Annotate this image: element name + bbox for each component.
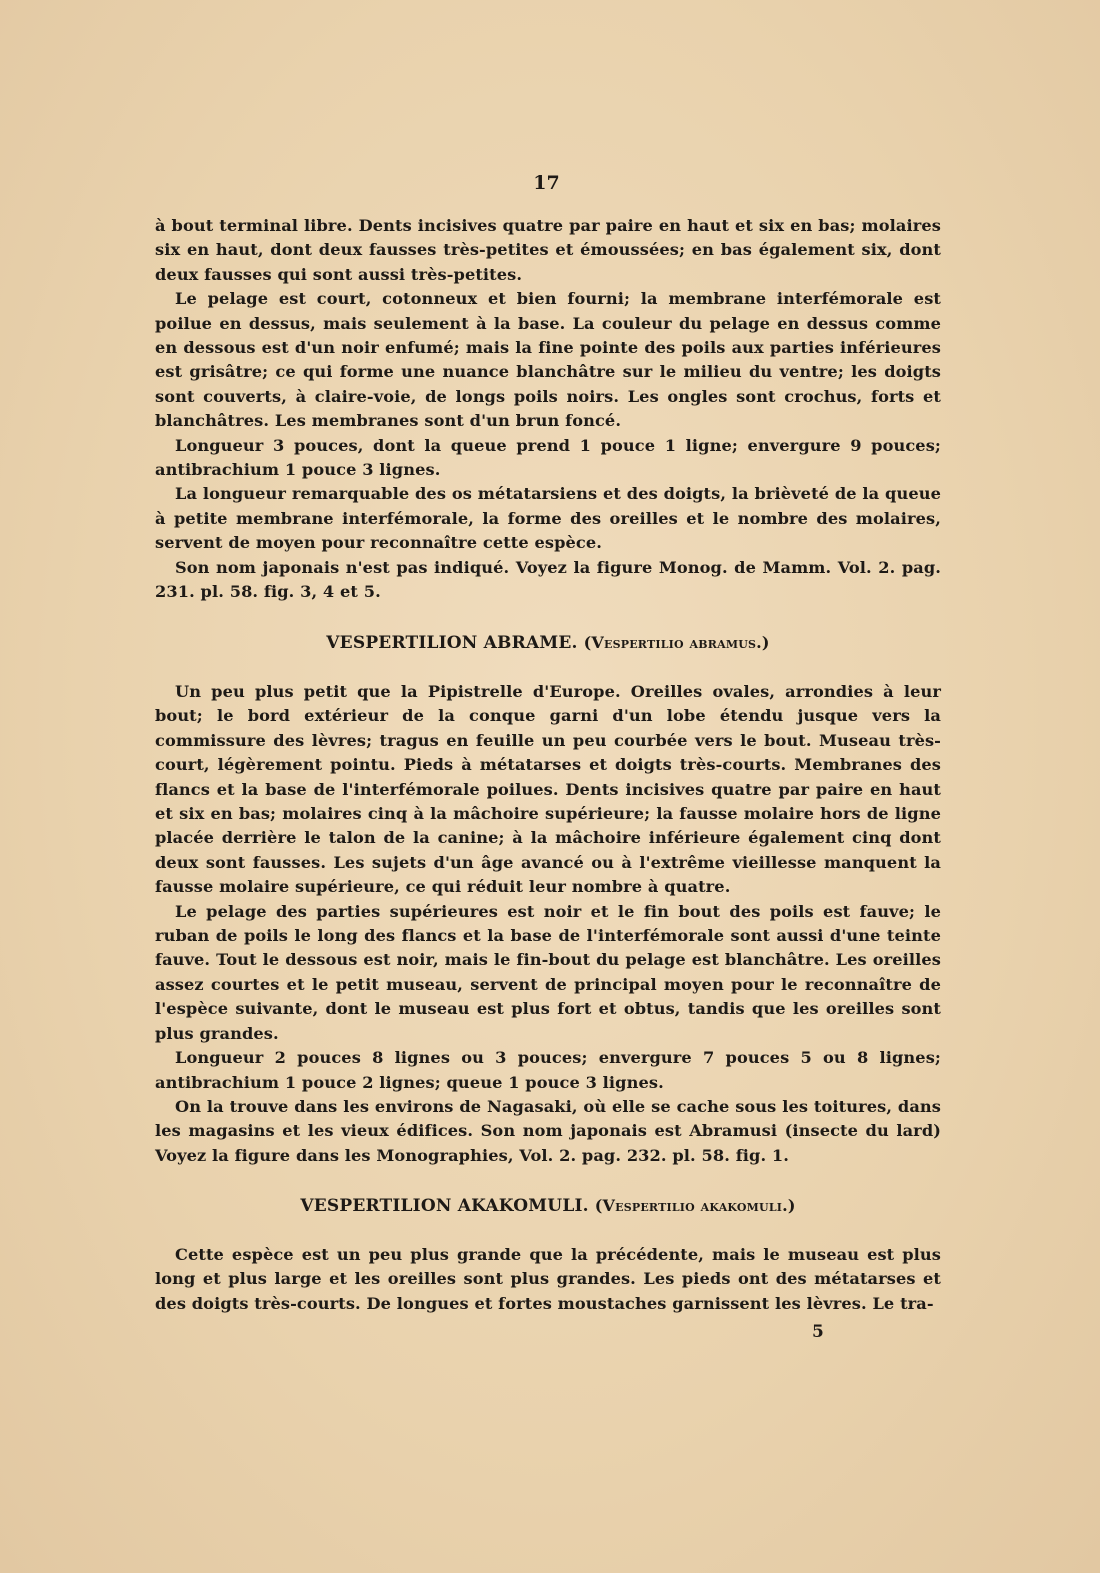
signature-mark: 5 (812, 1322, 824, 1342)
heading-title: VESPERTILION AKAKOMULI. (300, 1196, 589, 1216)
heading-latin-name: (Vespertilio akakomuli.) (594, 1196, 796, 1215)
paragraph: On la trouve dans les environs de Nagasaki, où elle se cache sous les toitures, dans les magasins et les vieux édifices. Son nom japonais est Abramusi (insecte du lard) Voyez la figure dans les Monographies, Vol. 2. pag. 232. pl. 58. fig. 1. (155, 1096, 941, 1165)
section-heading-abrame (155, 633, 941, 653)
paragraph: Le pelage des parties supérieures est noir et le fin bout des poils est fauve; le ruban de poils le long des flancs et la base de l'interfémorale sont aussi d'une teinte fauve. Tout le dessous est noir, mais le fin-bout du pelage est blanchâtre. Les oreilles assez courtes et le petit museau, servent de principal moyen pour le reconnaître de l'espèce suivante, dont le museau est plus fort et obtus, tandis que les oreilles sont plus grandes. (155, 901, 941, 1043)
paragraph: Longueur 3 pouces, dont la queue prend 1 pouce 1 ligne; envergure 9 pouces; antibrachium 1 pouce 3 lignes. (155, 435, 941, 480)
section-heading-akakomuli (155, 1196, 941, 1216)
paragraph: La longueur remarquable des os métatarsiens et des doigts, la brièveté de la queue à petite membrane interfémorale, la forme des oreilles et le nombre des molaires, servent de moyen pour reconnaître cette espèce. (155, 484, 941, 553)
heading-title: VESPERTILION ABRAME. (326, 633, 578, 653)
paragraph: Longueur 2 pouces 8 lignes ou 3 pouces; envergure 7 pouces 5 ou 8 lignes; antibrachium 1 pouce 2 lignes; queue 1 pouce 3 lignes. (155, 1048, 941, 1092)
section-akakomuli (155, 1243, 941, 1316)
page-number: 17 (533, 172, 560, 194)
section-continuation (155, 214, 941, 605)
paragraph: Cette espèce est un peu plus grande que la précédente, mais le museau est plus long et plus large et les oreilles sont plus grandes. Les pieds ont des métatarses et des doigts très-courts. De longues et fortes moustaches garnissent les lèvres. Le tra- (155, 1245, 941, 1313)
section-abrame (155, 680, 941, 1168)
paragraph: Son nom japonais n'est pas indiqué. Voyez la figure Monog. de Mamm. Vol. 2. pag. 231. pl. 58. fig. 3, 4 et 5. (155, 557, 941, 602)
paragraph: Le pelage est court, cotonneux et bien fourni; la membrane interfémorale est poilue en dessus, mais seulement à la base. La couleur du pelage en dessus comme en dessous est d'un noir enfumé; mais la fine pointe des poils aux parties inférieures est grisâtre; ce qui forme une nuance blanchâtre sur le milieu du ventre; les doigts sont couverts, à claire-voie, de longs poils noirs. Les ongles sont crochus, forts et blanchâtres. Les membranes sont d'un brun foncé. (155, 289, 941, 431)
paragraph: à bout terminal libre. Dents incisives quatre par paire en haut et six en bas; molaires six en haut, dont deux fausses très-petites et émoussées; en bas également six, dont deux fausses qui sont aussi très-petites. (155, 216, 941, 284)
paragraph: Un peu plus petit que la Pipistrelle d'Europe. Oreilles ovales, arrondies à leur bout; le bord extérieur de la conque garni d'un lobe étendu jusque vers la commissure des lèvres; tragus en feuille un peu courbée vers le bout. Museau très-court, légèrement pointu. Pieds à métatarses et doigts très-courts. Membranes des flancs et la base de l'interfémorale poilues. Dents incisives quatre par paire en haut et six en bas; molaires cinq à la mâchoire supérieure; la fausse molaire hors de ligne placée derrière le talon de la canine; à la mâchoire inférieure également cinq dont deux sont fausses. Les sujets d'un âge avancé ou à l'extrême vieillesse manquent la fausse molaire supérieure, ce qui réduit leur nombre à quatre. (155, 682, 941, 897)
heading-latin-name: (Vespertilio abramus.) (583, 633, 770, 652)
